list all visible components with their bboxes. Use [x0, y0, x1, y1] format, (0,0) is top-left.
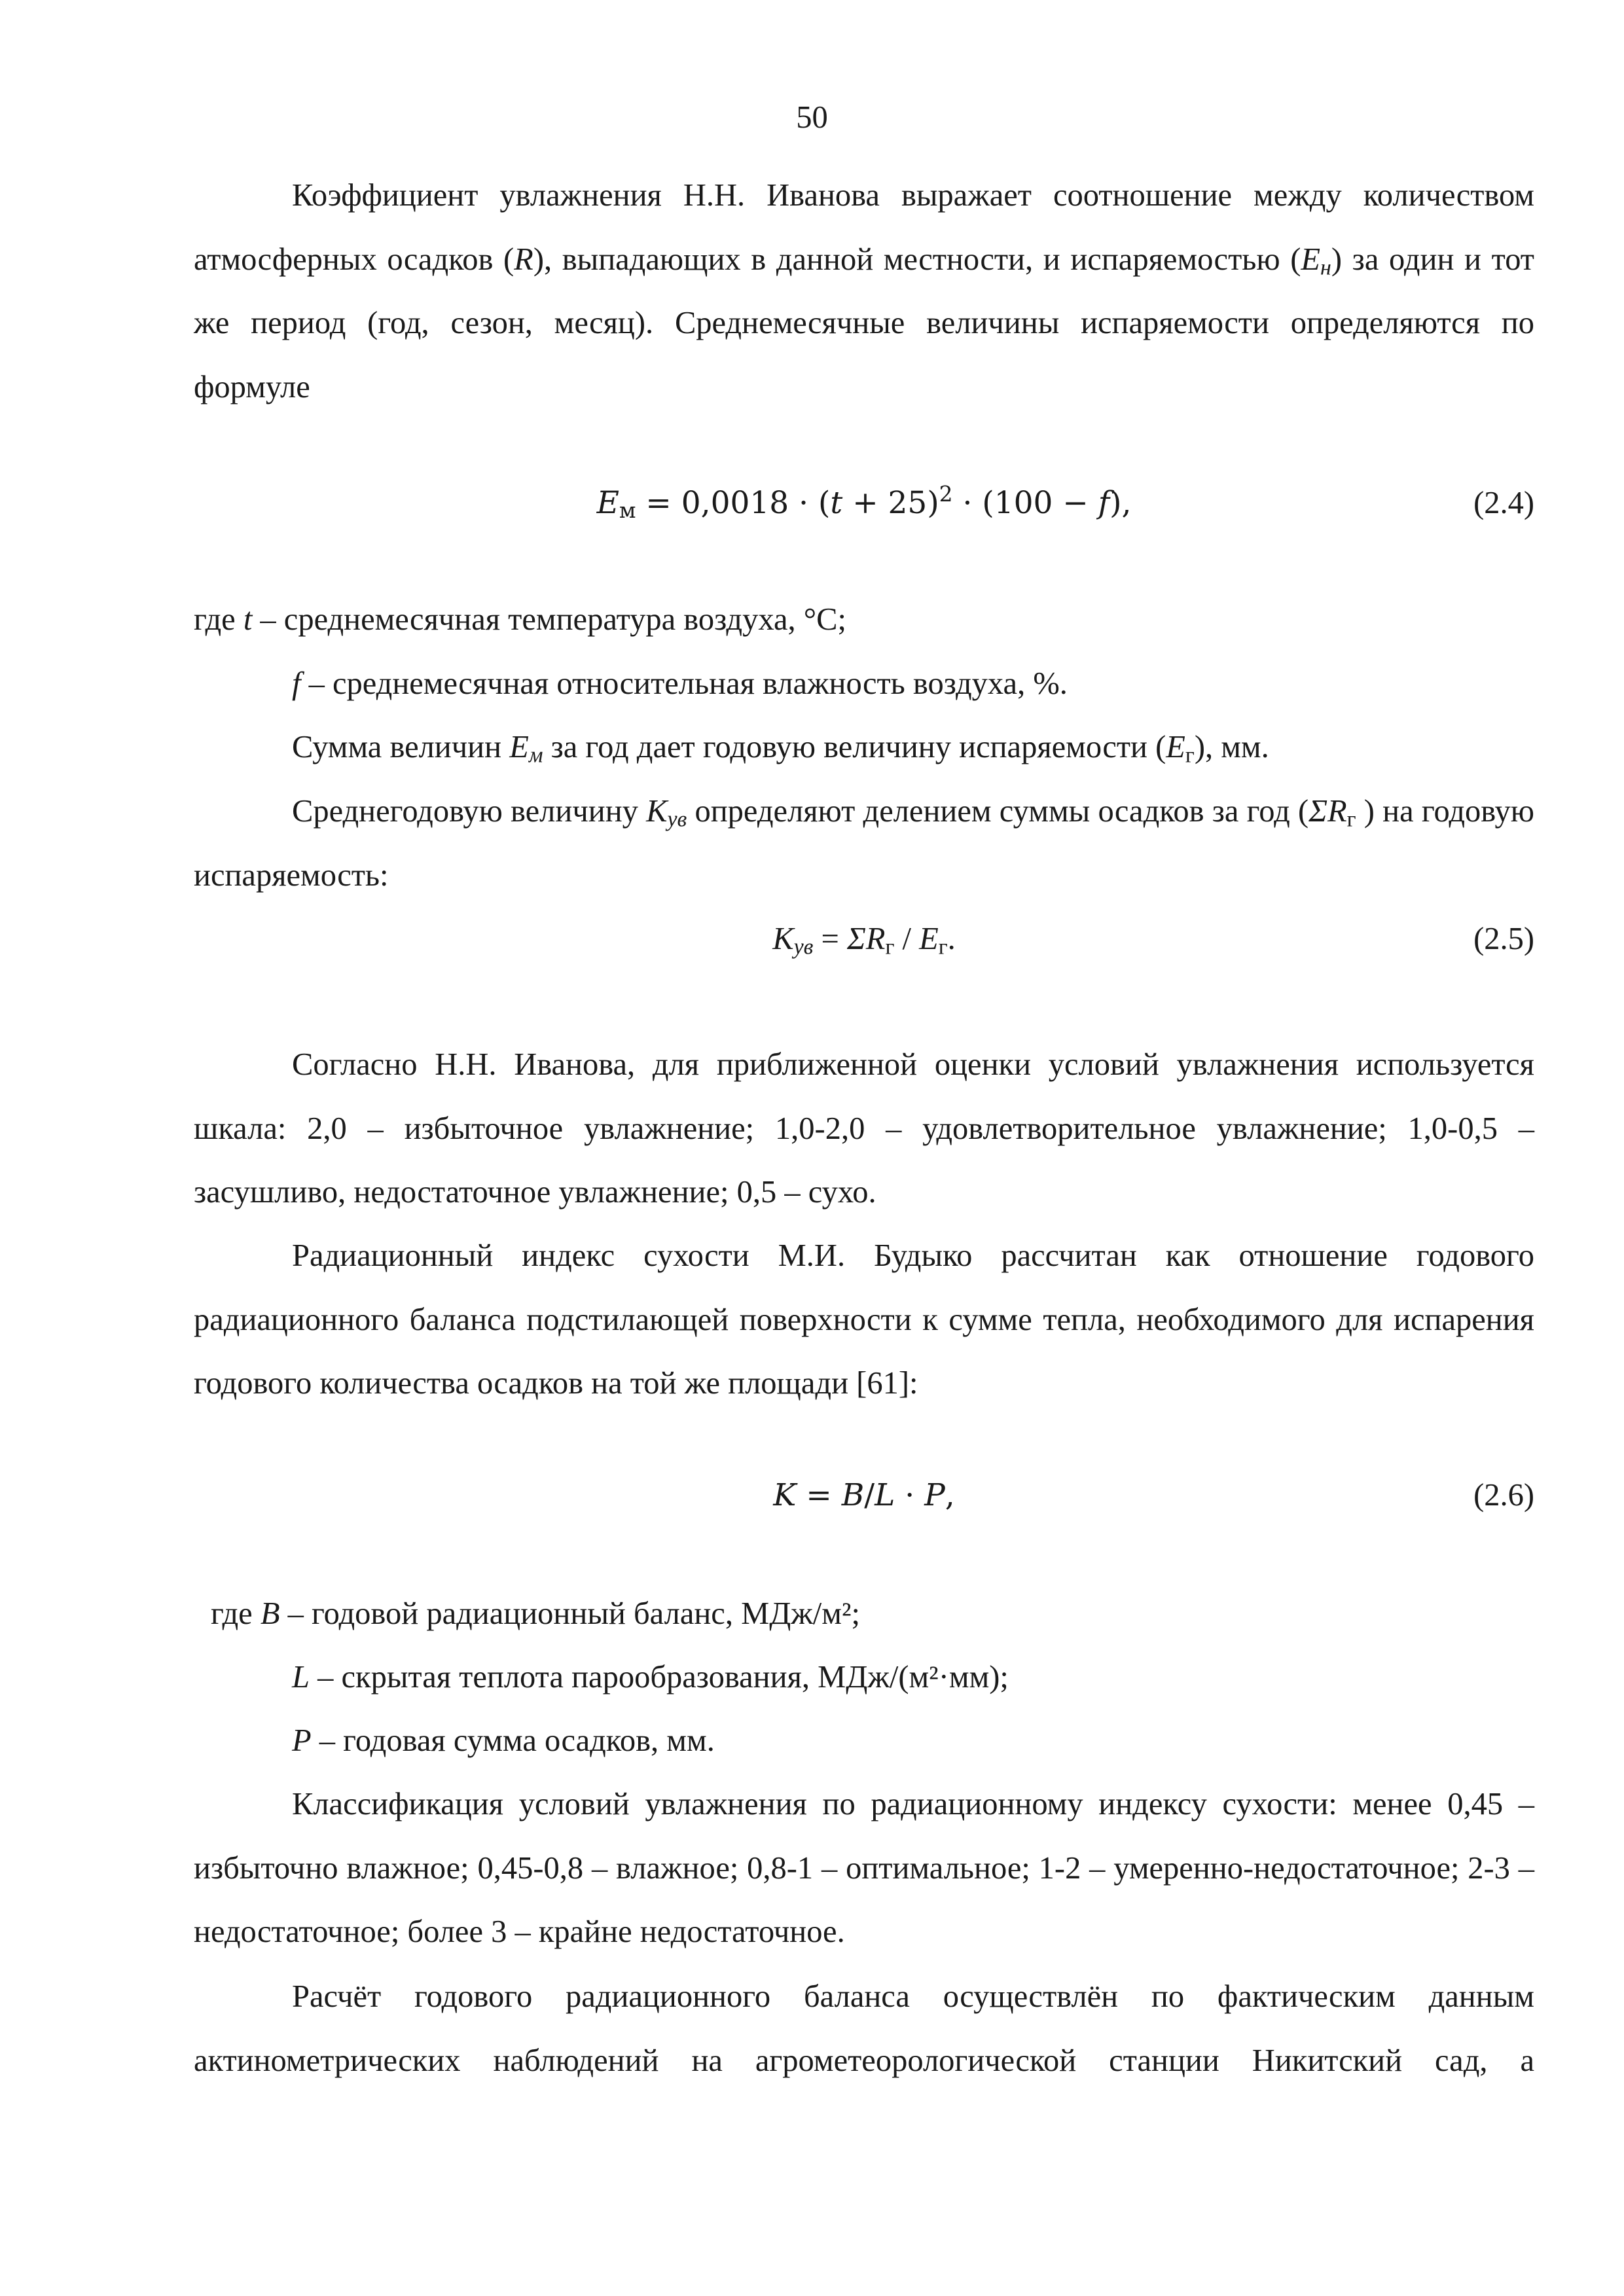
equation-2-4 — [194, 471, 1534, 535]
where-l-definition: L – скрытая теплота парообразования, МДж/(м²·мм); — [292, 1660, 1009, 1695]
where-f-definition: f – среднемесячная относительная влажность воздуха, %. — [292, 666, 1068, 701]
where-t-definition: где t – среднемесячная температура воздуха, °С; — [194, 602, 846, 637]
paragraph-annual-evaporation: Сумма величин $E_м$ за год дает годовую величину испаряемости $(E_г)$, мм. — [292, 730, 1269, 768]
equation-2-5-formula: $K_{ув} = \Sigma R_г / E_г$. — [772, 922, 956, 960]
page-number: 50 — [796, 100, 828, 135]
paragraph-mean-annual-coefficient: Среднегодовую величину $K_{ув}$ определяют делением суммы осадков за год ($\Sigma R_г$ ) на годовую испаряемость: — [194, 794, 1535, 893]
paragraph-radiation-balance-calculation: Расчёт годового радиационного баланса осуществлён по фактическим данным актинометрических наблюдений на агрометеорологической станции Никитский сад, а — [194, 1979, 1534, 2078]
equation-2-6 — [194, 1463, 1534, 1528]
equation-2-6-number: (2.6) — [1473, 1478, 1534, 1513]
equation-2-5-number: (2.5) — [1473, 922, 1534, 956]
paragraph-budyko-index: Радиационный индекс сухости М.И. Будыко рассчитан как отношение годового радиационного баланса подстилающей поверхности к сумме тепла, необходимого для испарения годового количества осадков на той же площади [61]: — [194, 1238, 1534, 1401]
paragraph-ivanov-scale: Согласно Н.Н. Иванова, для приближенной оценки условий увлажнения используется шкала: 2,0 – избыточное увлажнение; 1,0-2,0 – удовлетворительное увлажнение; 1,0-0,5 – засушливо, недостаточное увлажнение; 0,5 – сухо. — [194, 1047, 1534, 1210]
paragraph-ivanov-coefficient: Коэффициент увлажнения Н.Н. Иванова выражает соотношение между количеством атмосферных осадков (R), выпадающих в данной местности, и испаряемостью $(E_н)$ за один и тот же период (год, сезон, месяц). Среднемесячные величины испаряемости определяются по формуле — [194, 178, 1534, 404]
equation-2-6-formula: K = B/L · P, — [773, 1477, 955, 1513]
where-p-definition: P – годовая сумма осадков, мм. — [292, 1723, 715, 1758]
equation-2-5 — [194, 907, 1534, 971]
equation-2-4-formula: $E_м = 0,0018 \cdot (t + 25)^2 \cdot (100 - f)$, — [596, 480, 1132, 524]
paragraph-budyko-classification: Классификация условий увлажнения по радиационному индексу сухости: менее 0,45 – избыточно влажное; 0,45-0,8 – влажное; 0,8-1 – оптимальное; 1-2 – умеренно-недостаточное; 2-3 – недостаточное; более 3 – крайне недостаточное. — [194, 1787, 1534, 1949]
where-b-definition: где B – годовой радиационный баланс, МДж/м²; — [211, 1596, 860, 1631]
equation-2-4-number: (2.4) — [1473, 486, 1534, 520]
